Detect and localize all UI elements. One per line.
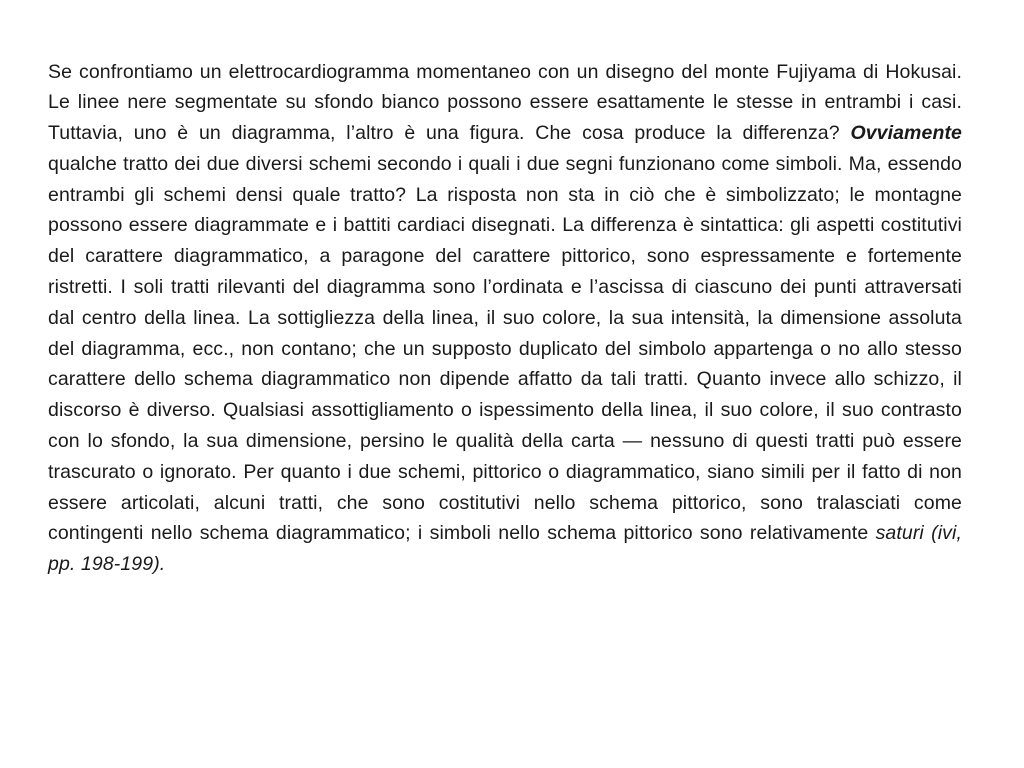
paragraph-text-part-1: Se confrontiamo un elettrocardiogramma momentaneo con un disegno del monte Fujiyama di Hokusai. Le linee nere segmentate su sfondo bianco possono essere esattamente le stesse in entrambi i casi. Tuttavia, uno è un diagramma, l’altro è una figura. Che cosa produce la differenza? (48, 60, 962, 145)
paragraph-text-part-2: qualche tratto dei due diversi schemi secondo i quali i due segni funzionano come simboli. Ma, essendo entrambi gli schemi densi quale tratto? La risposta non sta in ciò che è simbolizzato; le montagne possono essere diagrammate e i battiti cardiaci disegnati. La differenza è sintattica: gli aspetti costitutivi del carattere diagrammatico, a paragone del carattere pittorico, sono espressamente e fortemente ristretti. I soli tratti rilevanti del diagramma sono l’ordinata e l’ascissa di ciascuno dei punti attraversati dal centro della linea. La sottigliezza della linea, il suo colore, la sua intensità, la dimensione assoluta del diagramma, ecc., non contano; che un supposto duplicato del simbolo appartenga o no allo stesso carattere dello schema diagrammatico non dipende affatto da tali tratti. Quanto invece allo schizzo, il discorso è diverso. Qualsiasi assottigliamento o ispessimento della linea, il suo colore, il suo contrasto con lo sfondo, la sua dimensione, persino le qualità della carta — nessuno di questi tratti può essere trascurato o ignorato. Per quanto i due schemi, pittorico o diagrammatico, siano simili per il fatto di non essere articolati, alcuni tratti, che sono costitutivi nello schema pittorico, sono tralasciati come contingenti nello schema diagrammatico; i simboli nello schema pittorico sono relativamente (48, 152, 962, 545)
emphasis-word: Ovviamente (850, 122, 962, 145)
citation: saturi (ivi, pp. 198-199). (48, 522, 962, 576)
body-paragraph (48, 57, 962, 581)
